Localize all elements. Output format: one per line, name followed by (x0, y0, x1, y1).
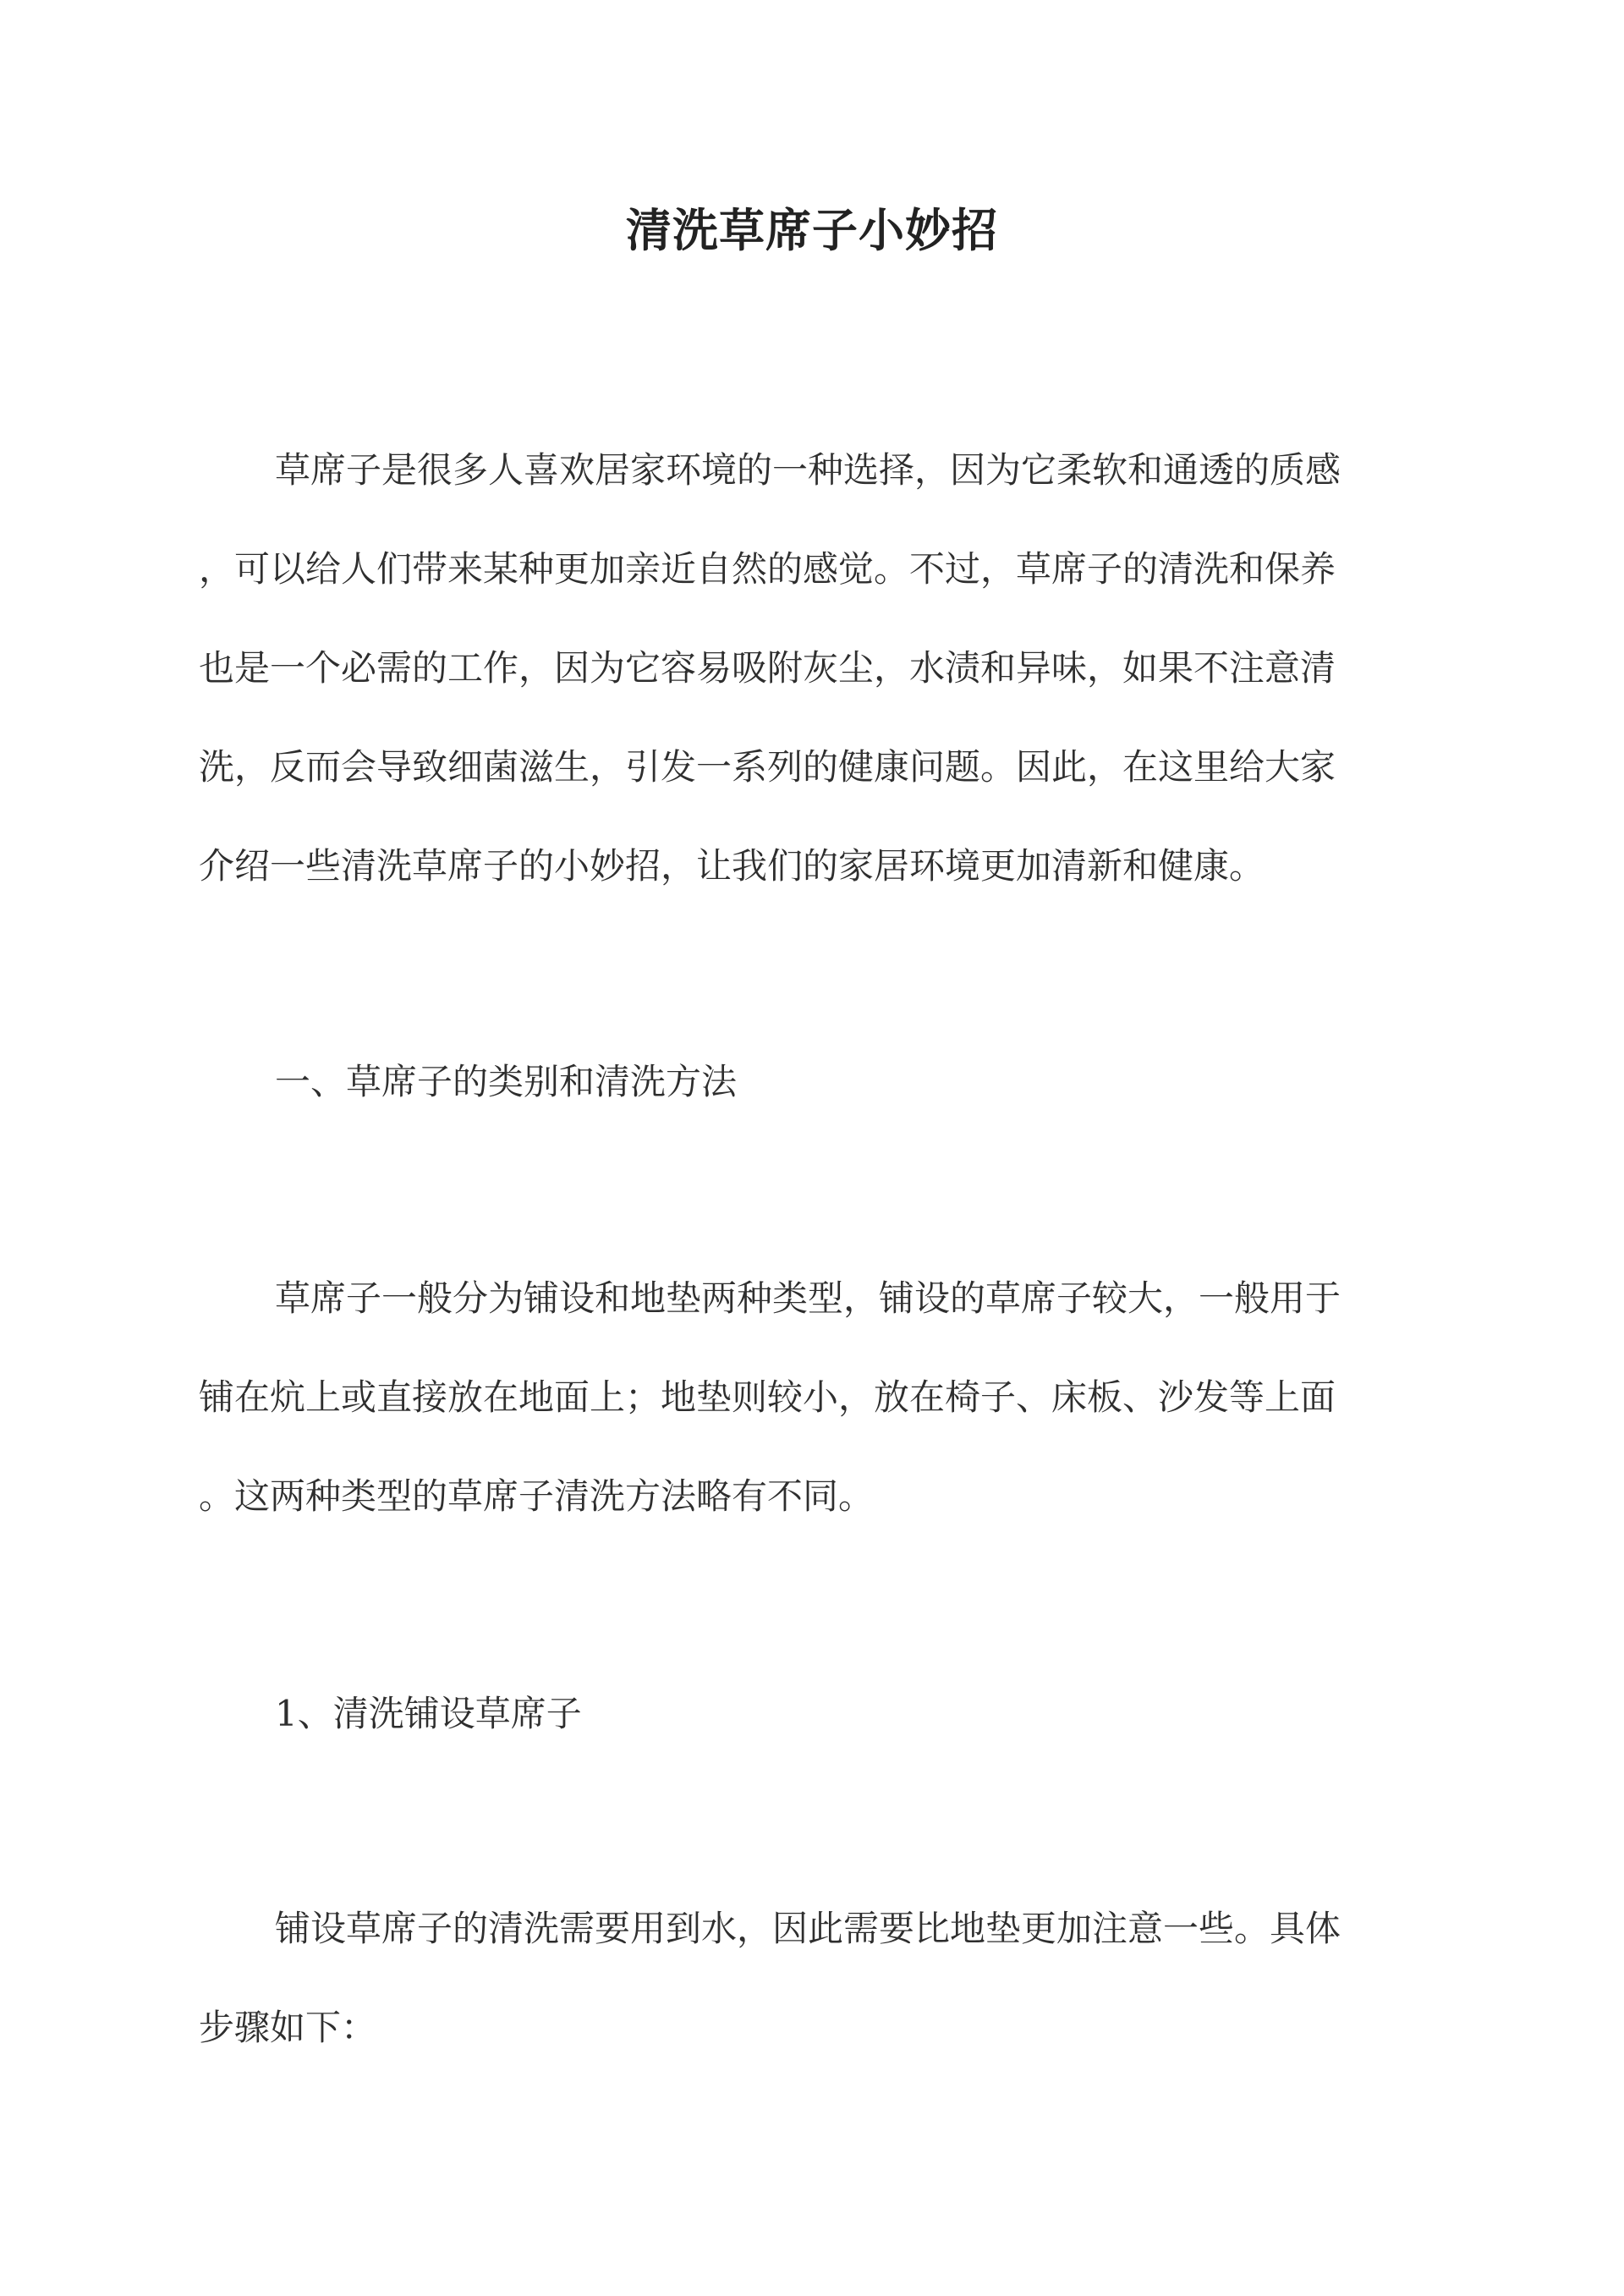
paragraph-line: 洗，反而会导致细菌滋生，引发一系列的健康问题。因此，在这里给大家 (199, 746, 1336, 788)
paragraph-line: 步骤如下： (199, 2007, 377, 2048)
paragraph-line: 也是一个必需的工作，因为它容易吸附灰尘，水渍和异味，如果不注意清 (199, 647, 1336, 689)
document-title: 清洗草席子小妙招 (626, 203, 998, 257)
paragraph-line: 铺在炕上或直接放在地面上；地垫则较小，放在椅子、床板、沙发等上面 (199, 1376, 1336, 1418)
subsection-paragraph (199, 1879, 1421, 2077)
paragraph-line: 草席子一般分为铺设和地垫两种类型，铺设的草席子较大，一般用于 (275, 1277, 1341, 1319)
paragraph-line: 介绍一些清洗草席子的小妙招，让我们的家居环境更加清新和健康。 (199, 845, 1265, 887)
section-paragraph (199, 1249, 1421, 1546)
paragraph-line: 。这两种类型的草席子清洗方法略有不同。 (199, 1475, 875, 1517)
paragraph-line: 草席子是很多人喜欢居家环境的一种选择，因为它柔软和通透的质感 (275, 449, 1341, 491)
section-heading: 一、草席子的类别和清洗方法 (275, 1061, 738, 1102)
paragraph-line: ，可以给人们带来某种更加亲近自然的感觉。不过，草席子的清洗和保养 (199, 548, 1336, 590)
paragraph-line: 铺设草席子的清洗需要用到水，因此需要比地垫更加注意一些。具体 (275, 1908, 1341, 1949)
subsection-heading: 1、清洗铺设草席子 (275, 1693, 582, 1734)
intro-paragraph (199, 420, 1421, 915)
